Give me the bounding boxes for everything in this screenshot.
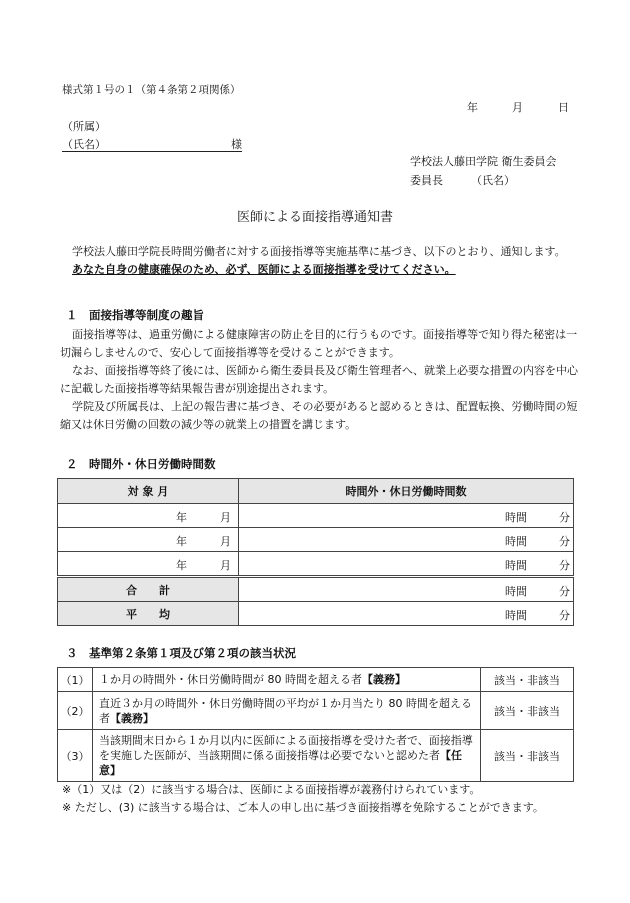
criteria-tag: 【義務】 <box>362 673 406 686</box>
hours-table <box>57 478 574 626</box>
intro-emphasis: あなた自身の健康確保のため、必ず、医師による面接指導を受けてください。 <box>72 263 456 276</box>
hour-label: 時間 <box>505 535 527 548</box>
criteria-result: 該当・非該当 <box>481 730 574 782</box>
month-label: 月 <box>220 511 231 524</box>
criteria-result: 該当・非該当 <box>481 668 574 692</box>
section1-paragraph-2: なお、面接指導等終了後には、医師から衛生委員長及び衛生管理者へ、就業上必要な措置の内容を中心に記載した面接指導等結果報告書が別途提出されます。 <box>60 364 578 395</box>
note-2: ※ ただし、(3) に該当する場合は、ご本人の申し出に基づき面接指導を免除することができます。 <box>62 801 544 814</box>
section2-heading: ２ 時間外・休日労働時間数 <box>66 457 216 471</box>
criteria-text: 直近３か月の時間外・休日労働時間の平均が１か月当たり 80 時間を超える者【義務】 <box>93 692 481 730</box>
sender-name: （氏名） <box>471 174 515 187</box>
total-row <box>58 577 574 602</box>
intro-text: 学校法人藤田学院長時間労働者に対する面接指導等実施基準に基づき、以下のとおり、通知します。 <box>72 245 566 258</box>
table-row <box>58 730 574 782</box>
recipient-honorific: 様 <box>231 138 242 151</box>
table-row <box>58 692 574 730</box>
section1-paragraph-1: 面接指導等は、過重労働による健康障害の防止を目的に行うものです。面接指導等で知り得た秘密は一切漏らしませんので、安心して面接指導等を受けることができます。 <box>60 328 578 359</box>
total-label: 合 計 <box>58 577 239 602</box>
date-day: 日 <box>558 101 569 114</box>
criteria-result: 該当・非該当 <box>481 692 574 730</box>
minute-label: 分 <box>559 559 570 572</box>
criteria-num: （2） <box>58 692 93 730</box>
section1-heading: １ 面接指導等制度の趣旨 <box>66 308 204 322</box>
note-1: ※（1）又は（2）に該当する場合は、医師による面接指導が義務付けられています。 <box>62 783 481 796</box>
criteria-num: （3） <box>58 730 93 782</box>
recipient-name: （氏名） <box>62 138 106 151</box>
recipient-affiliation: （所属） <box>62 120 106 133</box>
hour-label: 時間 <box>505 559 527 572</box>
table-row <box>58 504 574 528</box>
recipient-name-line <box>62 136 242 152</box>
sender-org: 学校法人藤田学院 衛生委員会 <box>410 155 557 168</box>
minute-label: 分 <box>559 585 570 598</box>
sender-role: 委員長 <box>410 174 443 187</box>
minute-label: 分 <box>559 535 570 548</box>
average-label: 平 均 <box>58 602 239 626</box>
date-month: 月 <box>512 101 523 114</box>
table-row <box>58 528 574 552</box>
criteria-tag: 【任意】 <box>99 749 462 777</box>
criteria-tag: 【義務】 <box>110 711 154 725</box>
criteria-table <box>57 667 574 782</box>
form-id: 様式第１号の１（第４条第２項関係） <box>62 84 241 96</box>
year-label: 年 <box>176 559 187 572</box>
criteria-num: （1） <box>58 668 93 692</box>
col-hours-header: 時間外・休日労働時間数 <box>239 479 574 504</box>
table-row <box>58 668 574 692</box>
minute-label: 分 <box>559 609 570 622</box>
year-label: 年 <box>176 535 187 548</box>
minute-label: 分 <box>559 511 570 524</box>
date-year: 年 <box>467 101 478 114</box>
col-month-header: 対 象 月 <box>58 479 239 504</box>
section3-heading: ３ 基準第２条第１項及び第２項の該当状況 <box>66 646 296 660</box>
section1-paragraph-3: 学院及び所属長は、上記の報告書に基づき、その必要があると認めるときは、配置転換、労働時間の短縮又は休日労働の回数の減少等の就業上の措置を講じます。 <box>60 400 578 431</box>
hour-label: 時間 <box>505 585 527 598</box>
table-row <box>58 552 574 577</box>
criteria-text: １か月の時間外・休日労働時間が 80 時間を超える者【義務】 <box>93 668 481 692</box>
month-label: 月 <box>220 535 231 548</box>
average-row <box>58 602 574 626</box>
year-label: 年 <box>176 511 187 524</box>
criteria-text: 当該期間末日から１か月以内に医師による面接指導を受けた者で、面接指導を実施した医師が、当該期間に係る面接指導は必要でないと認めた者【任意】 <box>93 730 481 782</box>
hour-label: 時間 <box>505 609 527 622</box>
month-label: 月 <box>220 559 231 572</box>
hour-label: 時間 <box>505 511 527 524</box>
document-title: 医師による面接指導通知書 <box>236 210 393 225</box>
